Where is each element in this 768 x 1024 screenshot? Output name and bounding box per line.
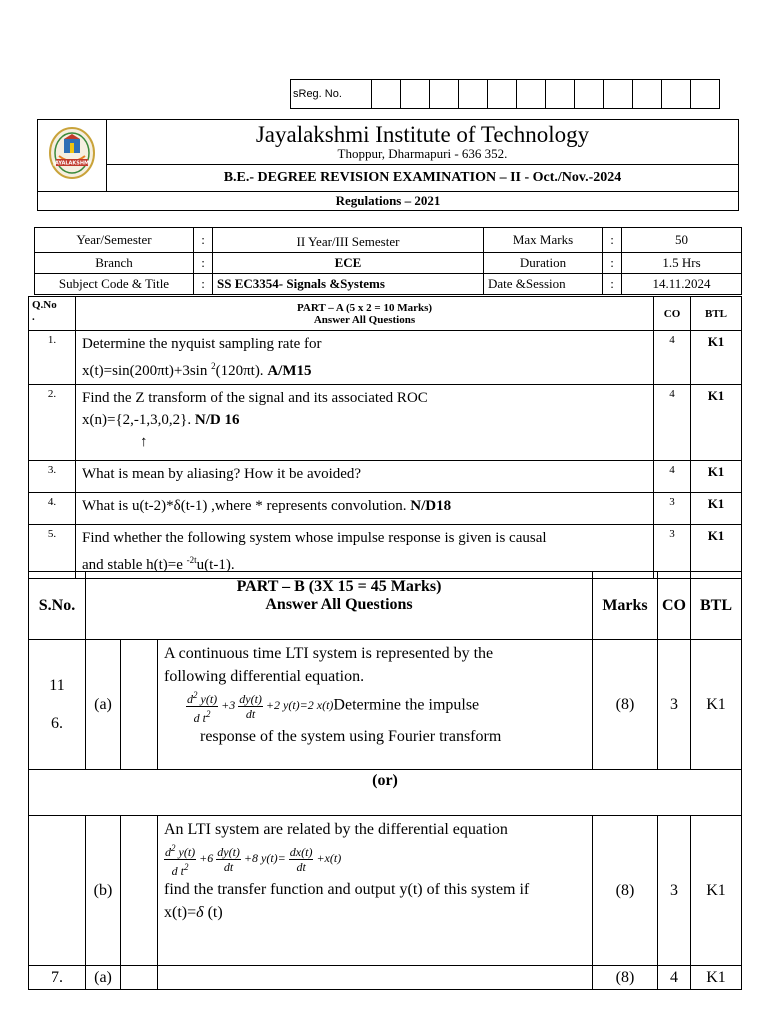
blank-cell [29,816,86,966]
part-b-row [29,966,742,990]
question-text [158,640,593,770]
question-line: An LTI system are related by the differential equation [164,821,508,838]
year-value: II Year/III Semester [213,228,484,253]
marks-value: (8) [593,966,658,990]
colon: : [194,253,213,274]
reg-digit-box [488,80,517,109]
differential-equation: $\frac{d^2 y(t)}{d t^2}$ +6 $\frac{dy(t)}{dt}$ +8 y(t)= $\frac{dx(t)}{dt}$ +x(t) [165,843,342,878]
sub-question: (a) [86,640,121,770]
question-fragment: u(t-1). [196,557,235,573]
question-line: response of the system using Fourier transform [200,728,502,745]
equation-line [164,688,586,725]
part-b-subtitle: Answer All Questions [265,595,413,613]
sub-question: (a) [86,966,121,990]
question-line: Find whether the following system whose impulse response is given is causal [82,530,547,546]
question-line: find the transfer function and output y(t) of this system if [164,881,530,898]
subject-value: SS EC3354- Signals &Systems [213,274,484,295]
btl-value: K1 [691,461,742,493]
marks-value: 50 [622,228,742,253]
question-tag: N/D18 [410,498,452,514]
part-a-row [29,493,742,525]
co-value: 4 [654,331,691,385]
question-tag: N/D 16 [194,412,240,428]
reg-digit-box [604,80,633,109]
question-text: What is mean by aliasing? How it be avoided? [76,461,654,493]
reg-digit-box [546,80,575,109]
question-line [164,901,586,924]
differential-equation: $\frac{d^2 y(t)}{d t^2}$ +3 $\frac{dy(t)}{dt}$ +2 y(t)=2 x(t) [187,690,334,725]
branch-value: ECE [213,253,484,274]
colon: : [603,228,622,253]
blank-cell [121,816,158,966]
question-text [76,493,654,525]
co-value: 3 [654,525,691,579]
part-b-table [28,571,742,990]
colon: : [603,274,622,295]
btl-value: K1 [691,640,742,770]
marks-label: Max Marks [484,228,603,253]
part-a-row [29,461,742,493]
logo-text: JAYALAKSHMI [53,160,91,167]
regulations: Regulations – 2021 [38,192,739,211]
sno-header: S.No. [29,572,86,640]
question-line [82,355,647,382]
btl-value: K1 [691,493,742,525]
institute-name: Jayalakshmi Institute of Technology [255,122,590,147]
institute-address: Thoppur, Dharmapuri - 636 352. [337,146,508,161]
btl-value: K1 [691,816,742,966]
question-line: following differential equation. [164,668,365,685]
question-text [158,816,593,966]
part-b-row [29,640,742,770]
part-a-row [29,331,742,385]
question-number-line: 11 [49,676,65,694]
question-line: Determine the nyquist sampling rate for [82,336,322,352]
colon: : [194,228,213,253]
duration-label: Duration [484,253,603,274]
reg-digit-box [459,80,488,109]
reg-digit-box [691,80,720,109]
co-value: 3 [658,816,691,966]
reg-digit-box [575,80,604,109]
question-fragment: x(n)={2,-1,3,0,2}. [82,412,195,428]
part-b-title-cell [86,572,593,640]
question-fragment: x(t)=sin(200πt)+3sin [82,363,212,379]
qno-header-dot: . [32,311,35,323]
question-number: 1. [29,331,76,385]
superscript: -2t [186,555,197,565]
question-number [29,640,86,770]
subject-label: Subject Code & Title [35,274,194,295]
question-fragment: (120πt). [215,363,268,379]
question-number-line: 6. [51,714,63,732]
question-fragment: and stable h(t)=e [82,557,187,573]
question-line: Find the Z transform of the signal and its associated ROC [82,390,428,406]
duration-value: 1.5 Hrs [622,253,742,274]
marks-header: Marks [593,572,658,640]
question-fragment: x(t)= [164,904,197,921]
date-value: 14.11.2024 [622,274,742,295]
marks-value: (8) [593,640,658,770]
question-number: 5. [29,525,76,579]
blank-cell [121,966,158,990]
superscript: 2 [211,361,216,371]
question-number: 7. [29,966,86,990]
part-a-title-cell [76,297,654,331]
colon: : [603,253,622,274]
or-separator: (or) [29,770,742,816]
register-number-label: sReg. No. [291,80,372,109]
date-label: Date &Session [484,274,603,295]
exam-title: B.E.- DEGREE REVISION EXAMINATION – II - Oct./Nov.-2024 [107,165,739,192]
question-text [76,385,654,461]
reg-digit-box [372,80,401,109]
co-value: 4 [654,461,691,493]
institute-cell [107,120,739,165]
part-a-title: PART – A (5 x 2 = 10 Marks) [296,301,433,314]
colon: : [194,274,213,295]
delta-symbol: δ [196,904,204,921]
part-b-row [29,816,742,966]
exam-header [37,119,739,211]
question-text [76,331,654,385]
part-a-table [28,296,742,579]
qno-header-text: Q.No [32,299,57,311]
part-b-title: PART – B (3X 15 = 45 Marks) [236,577,442,595]
question-fragment: Determine the impulse [333,696,480,714]
co-value: 3 [654,493,691,525]
question-line: A continuous time LTI system is represented by the [164,645,494,662]
up-arrow-icon: ↑ [140,434,148,450]
reg-digit-box [430,80,459,109]
equation-line [164,841,586,878]
co-header: CO [658,572,691,640]
reg-digit-box [401,80,430,109]
marks-value: (8) [593,816,658,966]
question-line [82,409,647,431]
year-label: Year/Semester [35,228,194,253]
co-value: 4 [654,385,691,461]
exam-info-table [34,227,742,295]
co-value: 3 [658,640,691,770]
btl-value: K1 [691,385,742,461]
branch-label: Branch [35,253,194,274]
btl-value: K1 [691,966,742,990]
reg-digit-box [633,80,662,109]
register-number-box [290,79,720,109]
question-number: 3. [29,461,76,493]
question-number: 4. [29,493,76,525]
qno-header [29,297,76,331]
reg-digit-box [662,80,691,109]
co-value: 4 [658,966,691,990]
part-a-row [29,385,742,461]
question-number: 2. [29,385,76,461]
btl-value: K1 [691,331,742,385]
question-fragment: What is u(t-2)*δ(t-1) ,where * represents convolution. [82,498,411,514]
question-fragment: (t) [203,904,223,921]
logo-cell [38,120,107,192]
college-logo-icon [47,126,97,180]
btl-header: BTL [691,572,742,640]
question-tag: A/M15 [267,363,312,379]
question-text [158,966,593,990]
sub-question: (b) [86,816,121,966]
co-header: CO [654,297,691,331]
btl-value: K1 [691,525,742,579]
part-a-subtitle: Answer All Questions [313,313,416,326]
btl-header: BTL [691,297,742,331]
blank-cell [121,640,158,770]
reg-digit-box [517,80,546,109]
